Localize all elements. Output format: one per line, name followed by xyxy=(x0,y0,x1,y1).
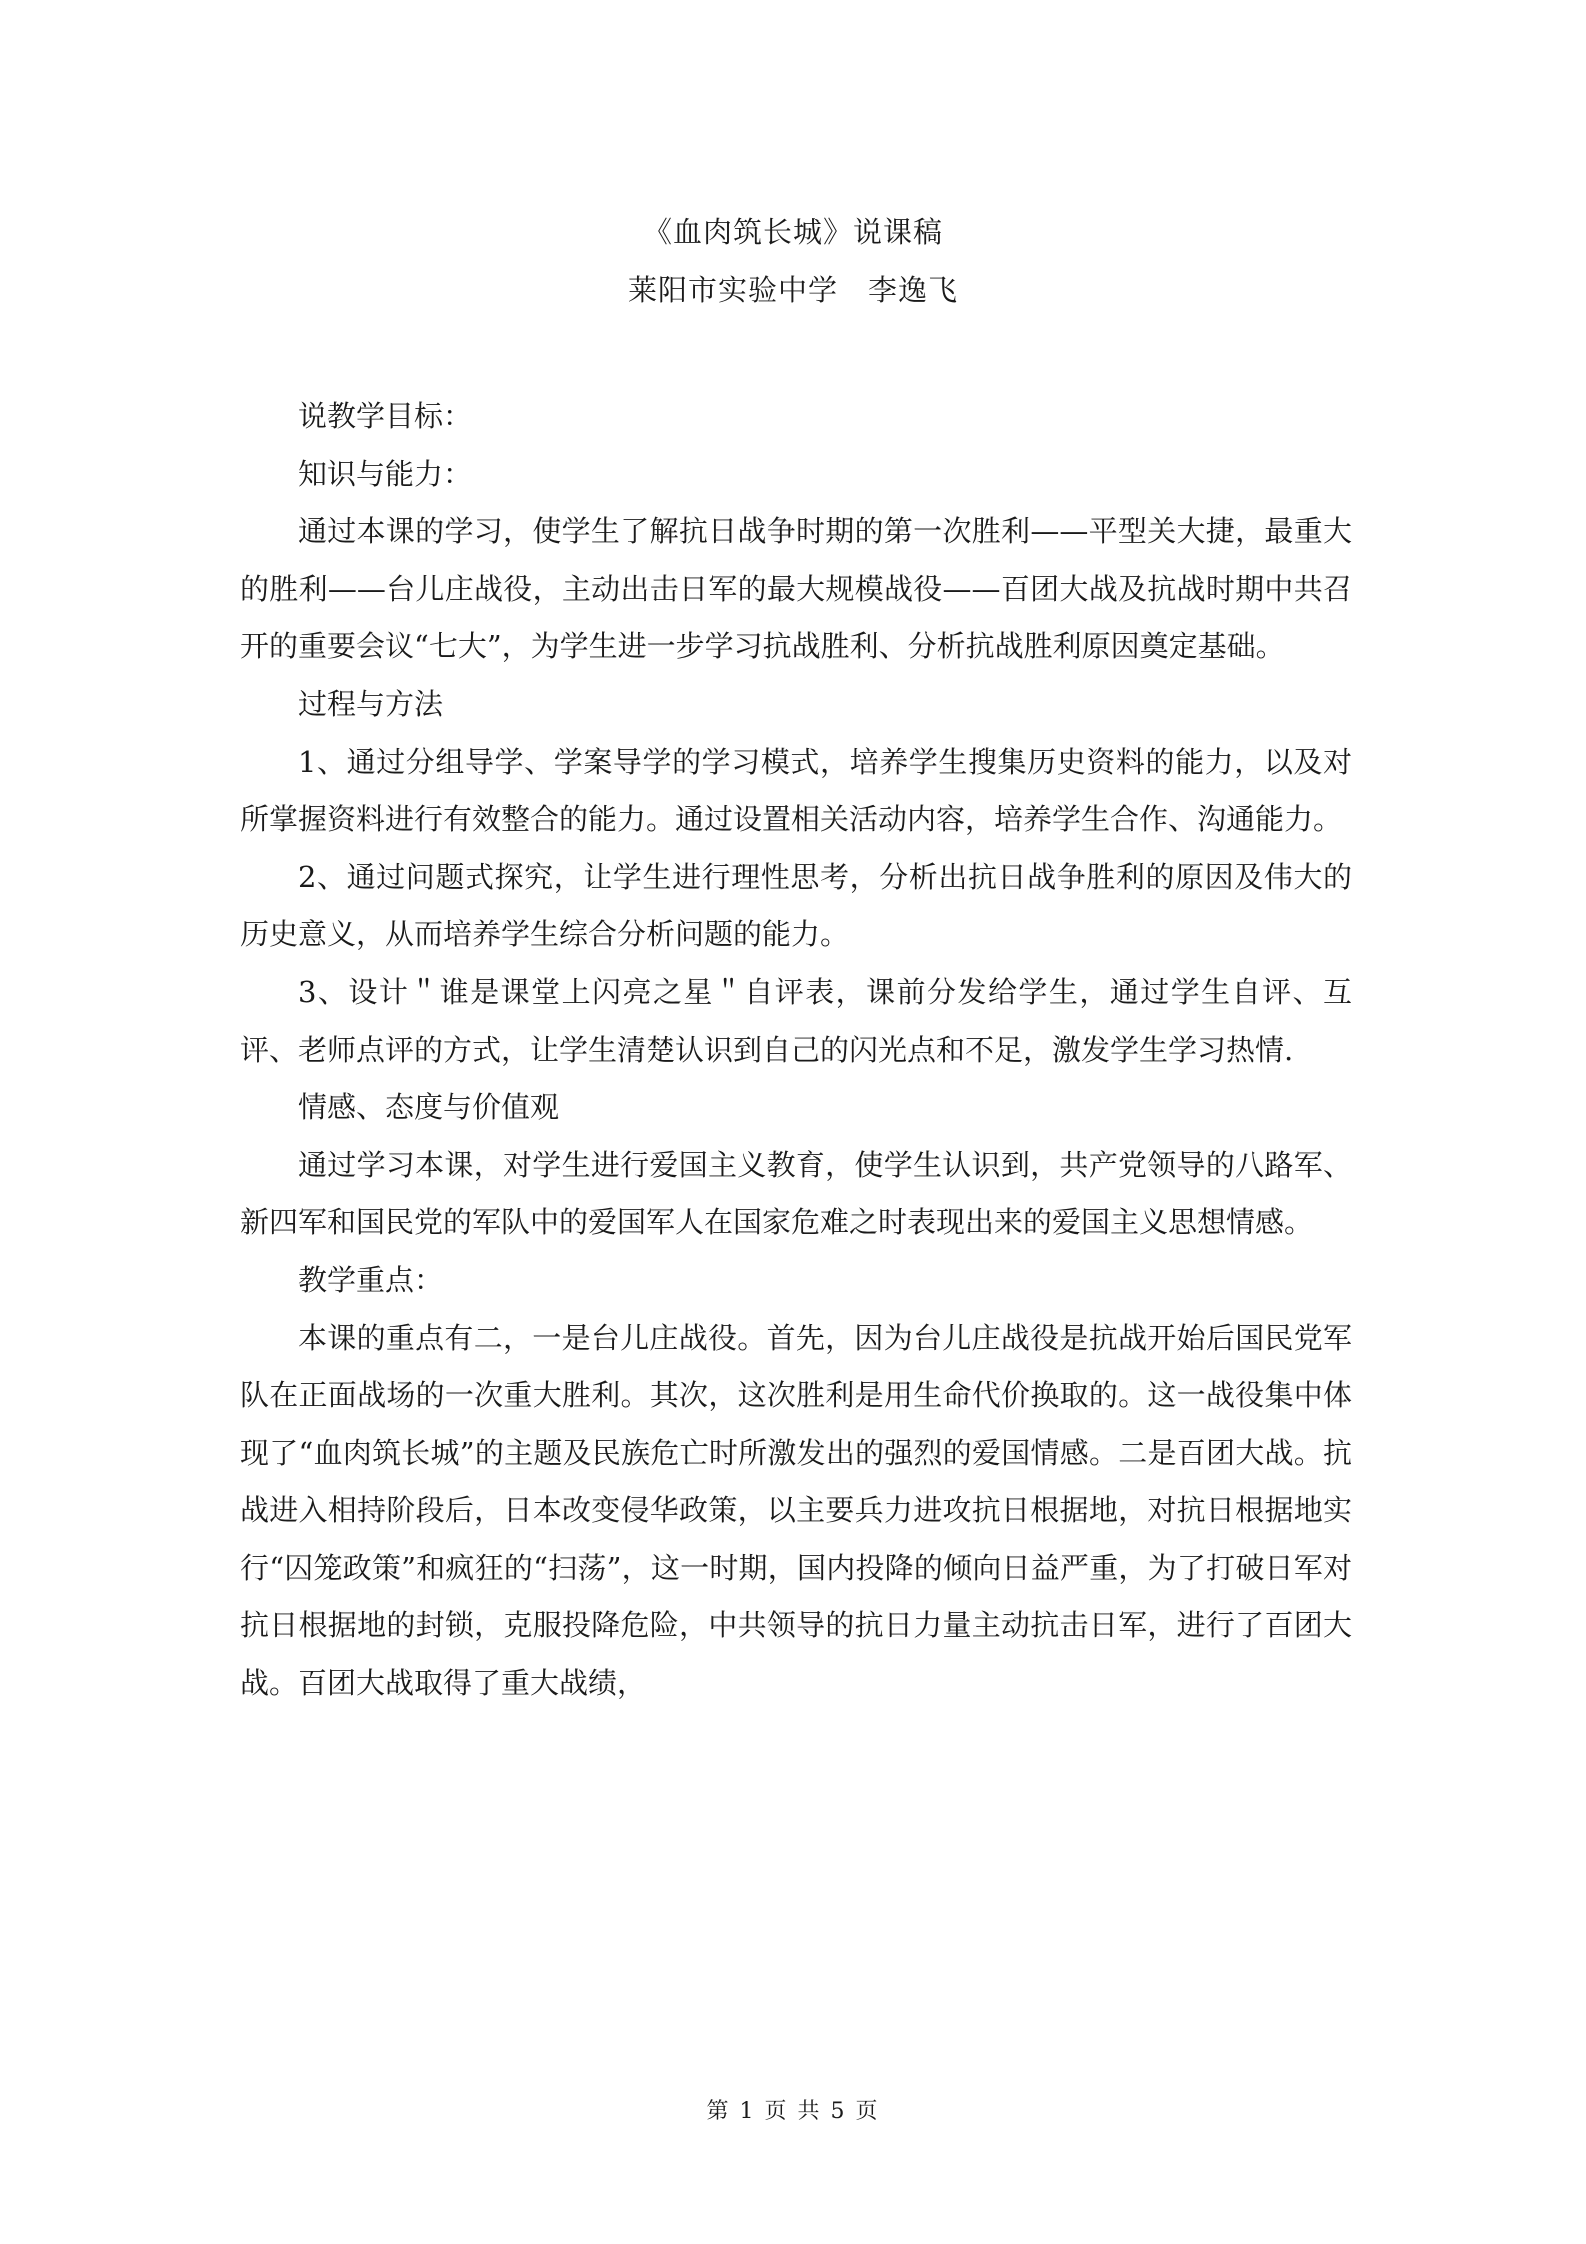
heading-key-points: 教学重点： xyxy=(298,1262,444,1297)
document-title: 《血肉筑长城》说课稿 xyxy=(642,215,943,249)
page-footer: 第 1 页 共 5 页 xyxy=(706,2099,880,2124)
heading-teaching-goals: 说教学目标： xyxy=(298,399,473,433)
paragraph-knowledge: 通过本课的学习，使学生了解抗日战争时期的第一次胜利——平型关大捷，最重大的胜利——台儿庄战役，主动出击日军的最大规模战役——百团大战及抗战时期中共召开的重要会议“七大”，为学生进一步学习抗战胜利、分析抗战胜利原因奠定基础。 xyxy=(240,514,1352,664)
heading-process-method: 过程与方法 xyxy=(298,686,444,721)
paragraph-key-points: 本课的重点有二，一是台儿庄战役。首先，因为台儿庄战役是抗战开始后国民党军队在正面战场的一次重大胜利。其次，这次胜利是用生命代价换取的。这一战役集中体现了“血肉筑长城”的主题及民族危亡时所激发出的强烈的爱国情感。二是百团大战。抗战进入相持阶段后，日本改变侵华政策，以主要兵力进攻抗日根据地，对抗日根据地实行“囚笼政策”和疯狂的“扫荡”，这一时期，国内投降的倾向日益严重，为了打破日军对抗日根据地的封锁，克服投降危险，中共领导的抗日力量主动抗击日军，进行了百团大战。百团大战取得了重大战绩， xyxy=(240,1320,1352,1701)
heading-emotion-values: 情感、态度与价值观 xyxy=(298,1090,560,1125)
paragraph-method-3: 3、设计＂谁是课堂上闪亮之星＂自评表，课前分发给学生，通过学生自评、互评、老师点评的方式，让学生清楚认识到自己的闪光点和不足，激发学生学习热情. xyxy=(240,974,1352,1067)
paragraph-emotion: 通过学习本课，对学生进行爱国主义教育，使学生认识到，共产党领导的八路军、新四军和国民党的军队中的爱国军人在国家危难之时表现出来的爱国主义思想情感。 xyxy=(240,1147,1352,1240)
author-line: 莱阳市实验中学 李逸飞 xyxy=(627,273,958,307)
paragraph-method-1: 1、通过分组导学、学案导学的学习模式，培养学生搜集历史资料的能力，以及对所掌握资料进行有效整合的能力。通过设置相关活动内容，培养学生合作、沟通能力。 xyxy=(240,744,1352,837)
paragraph-method-2: 2、通过问题式探究，让学生进行理性思考，分析出抗日战争胜利的原因及伟大的历史意义，从而培养学生综合分析问题的能力。 xyxy=(240,859,1352,952)
heading-knowledge-ability: 知识与能力： xyxy=(298,456,473,491)
document-body xyxy=(240,388,1352,1713)
